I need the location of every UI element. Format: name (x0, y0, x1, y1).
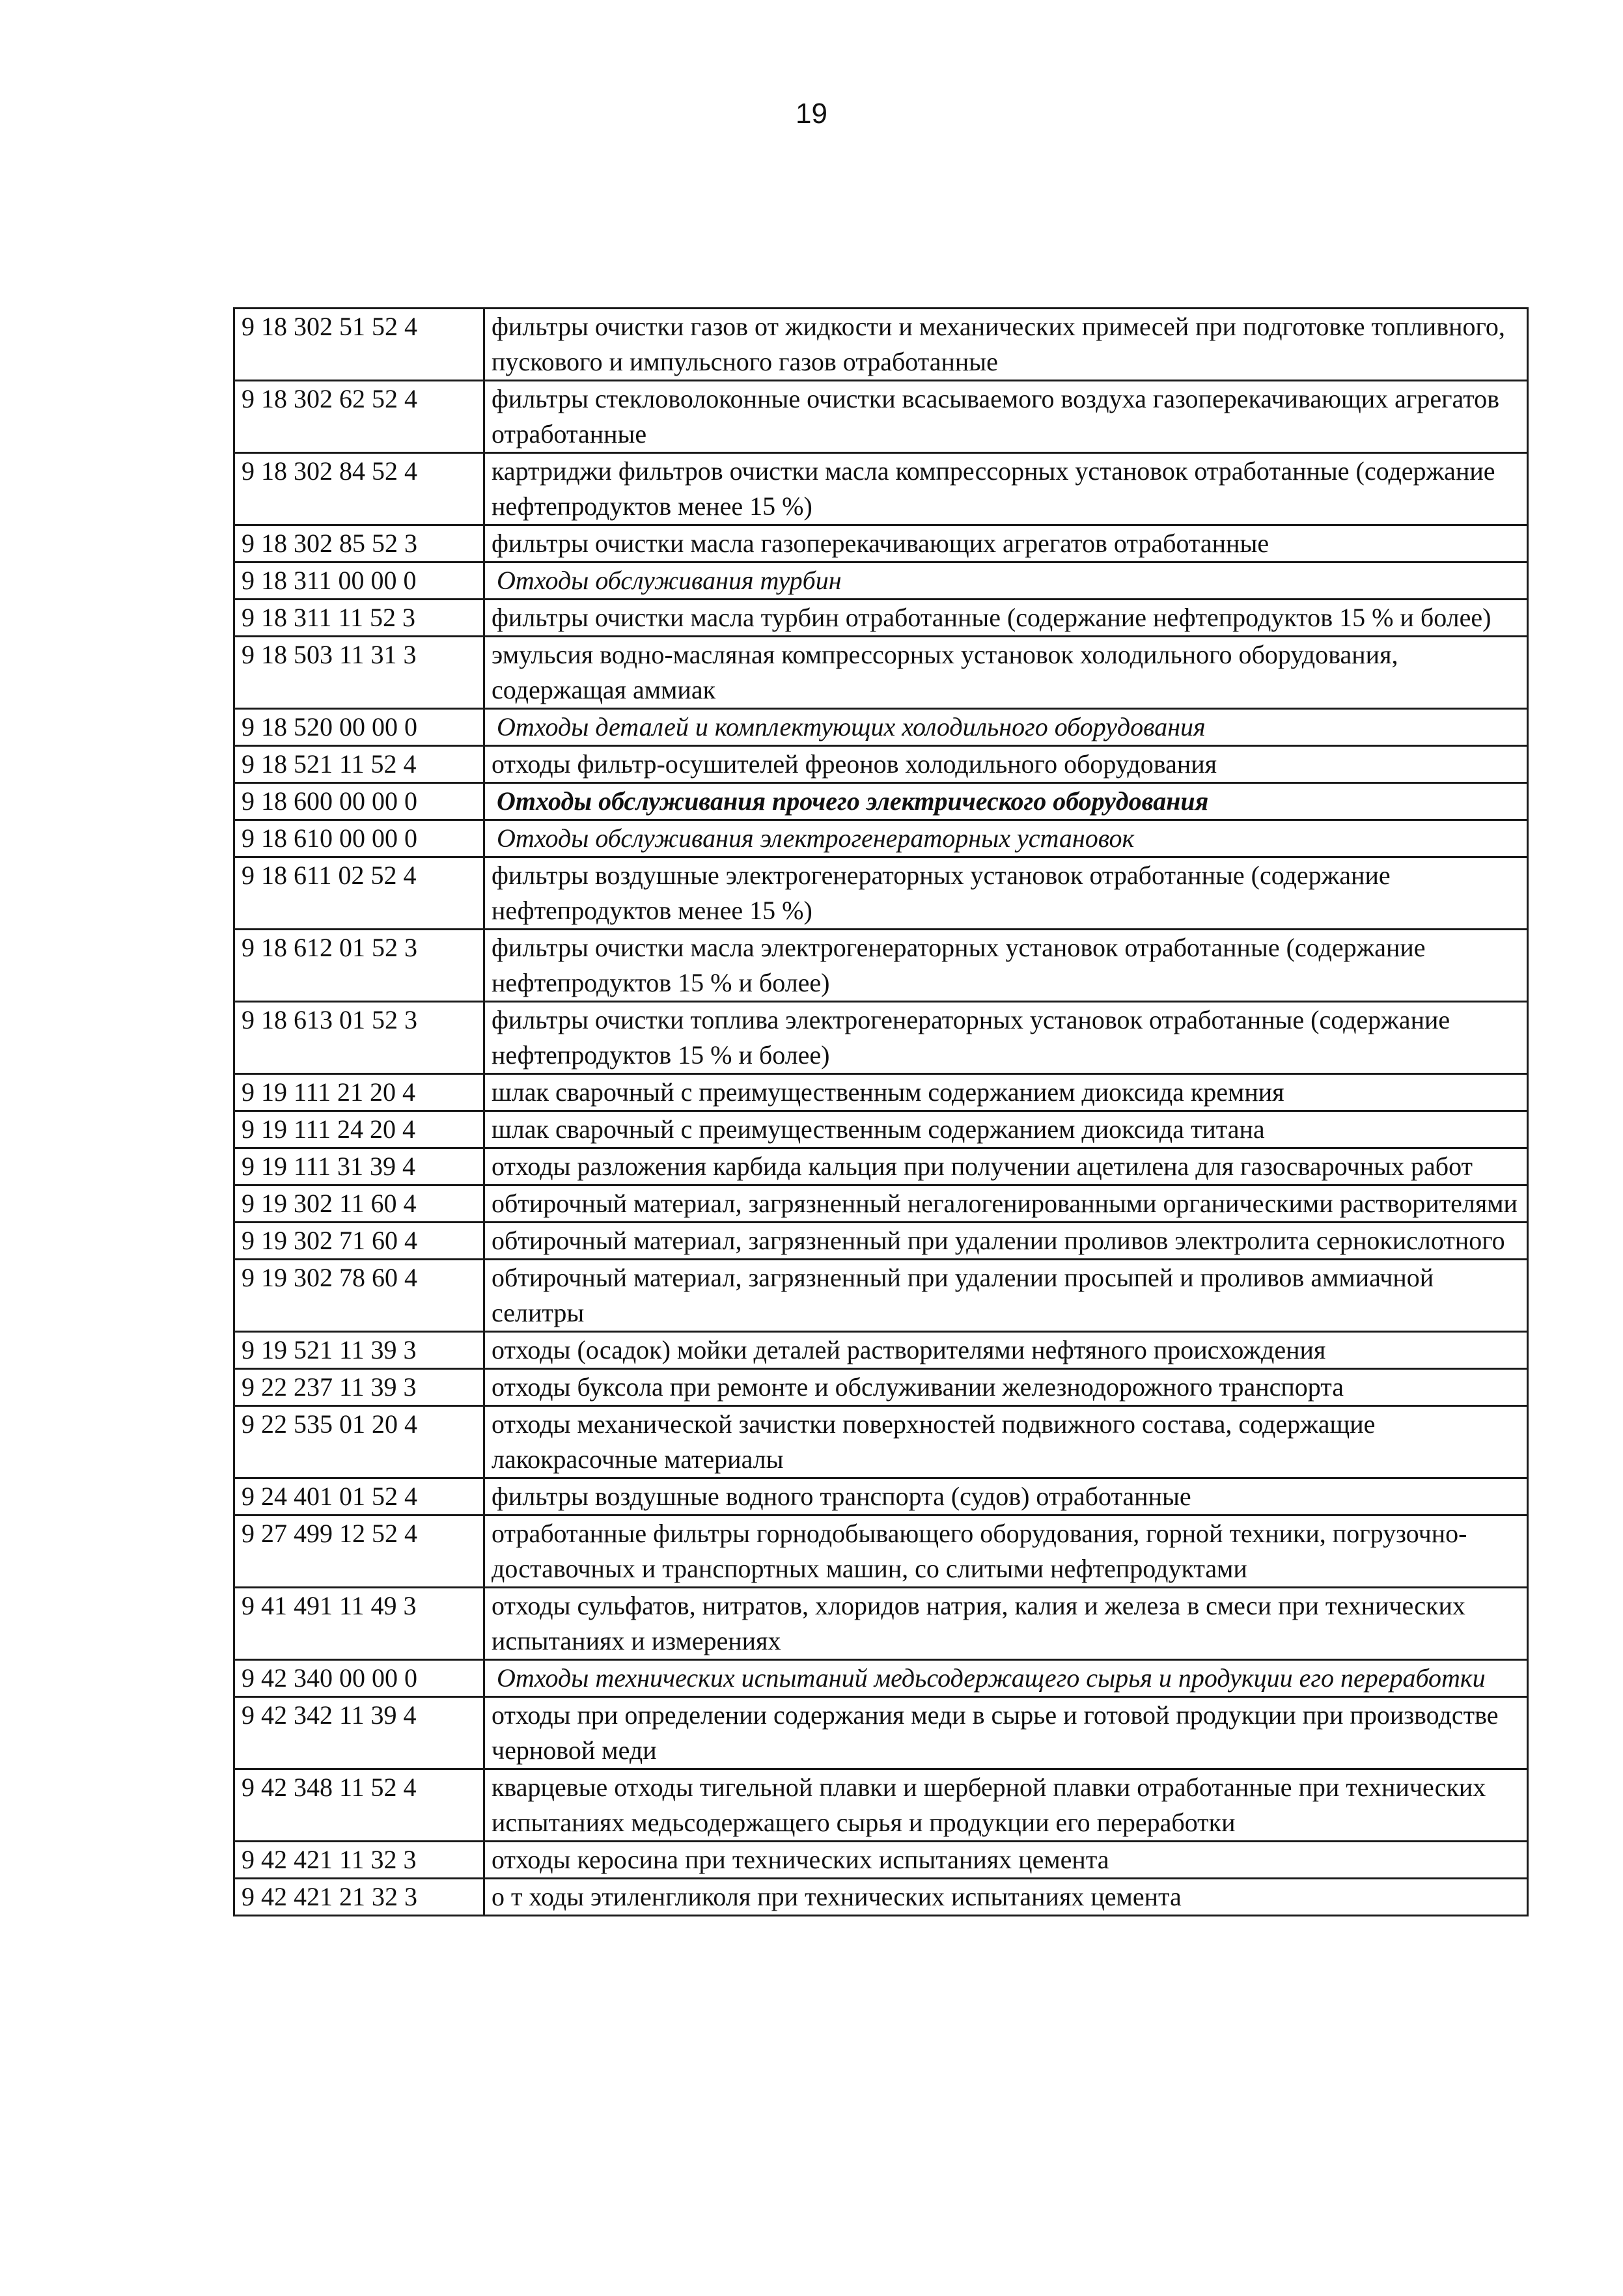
waste-code-cell: 9 22 237 11 39 3 (234, 1369, 484, 1406)
waste-description-cell: отходы разложения карбида кальция при получении ацетилена для газосварочных работ (484, 1148, 1528, 1185)
waste-code-cell: 9 22 535 01 20 4 (234, 1406, 484, 1478)
table-row (234, 1223, 1528, 1260)
table-row (234, 709, 1528, 746)
waste-code-cell: 9 41 491 11 49 3 (234, 1588, 484, 1660)
waste-description-cell: картриджи фильтров очистки масла компрессорных установок отработанные (содержание нефтепродуктов менее 15 %) (484, 453, 1528, 525)
waste-description-cell: обтирочный материал, загрязненный при удалении проливов электролита сернокислотного (484, 1223, 1528, 1260)
waste-description-cell: кварцевые отходы тигельной плавки и шерберной плавки отработанные при технических испытаниях медьсодержащего сырья и продукции его переработки (484, 1769, 1528, 1842)
waste-code-cell: 9 18 311 00 00 0 (234, 562, 484, 600)
table-row (234, 1406, 1528, 1478)
table-row (234, 930, 1528, 1002)
waste-code-cell: 9 19 302 11 60 4 (234, 1185, 484, 1223)
waste-description-cell: фильтры очистки масла газоперекачивающих агрегатов отработанные (484, 525, 1528, 562)
table-row (234, 783, 1528, 820)
table-row (234, 1769, 1528, 1842)
waste-code-cell: 9 19 111 31 39 4 (234, 1148, 484, 1185)
table-row (234, 857, 1528, 930)
table-row (234, 1478, 1528, 1515)
table-row (234, 1185, 1528, 1223)
waste-code-cell: 9 18 302 84 52 4 (234, 453, 484, 525)
table-row (234, 1842, 1528, 1879)
waste-description-cell: отходы сульфатов, нитратов, хлоридов натрия, калия и железа в смеси при технических испытаниях и измерениях (484, 1588, 1528, 1660)
table-row (234, 637, 1528, 709)
waste-code-cell: 9 18 302 62 52 4 (234, 381, 484, 453)
waste-code-cell: 9 19 302 78 60 4 (234, 1260, 484, 1332)
waste-description-cell: отходы (осадок) мойки деталей растворителями нефтяного происхождения (484, 1332, 1528, 1369)
waste-description-cell: отходы фильтр-осушителей фреонов холодильного оборудования (484, 746, 1528, 783)
waste-code-cell: 9 18 302 51 52 4 (234, 309, 484, 381)
waste-description-cell: отходы при определении содержания меди в сырье и готовой продукции при производстве черновой меди (484, 1697, 1528, 1769)
waste-group-heading-cell: Отходы деталей и комплектующих холодильного оборудования (484, 709, 1528, 746)
waste-group-heading-cell: Отходы технических испытаний медьсодержащего сырья и продукции его переработки (484, 1660, 1528, 1697)
table-row (234, 1111, 1528, 1148)
table-row (234, 1332, 1528, 1369)
page-number: 19 (796, 98, 827, 130)
waste-code-cell: 9 24 401 01 52 4 (234, 1478, 484, 1515)
waste-group-heading-cell: Отходы обслуживания прочего электрического оборудования (484, 783, 1528, 820)
table-row (234, 1588, 1528, 1660)
waste-code-cell: 9 18 302 85 52 3 (234, 525, 484, 562)
waste-code-cell: 9 42 421 11 32 3 (234, 1842, 484, 1879)
waste-description-cell: шлак сварочный с преимущественным содержанием диоксида титана (484, 1111, 1528, 1148)
waste-code-cell: 9 19 111 21 20 4 (234, 1074, 484, 1111)
table-row (234, 525, 1528, 562)
table-row (234, 562, 1528, 600)
waste-code-cell: 9 18 611 02 52 4 (234, 857, 484, 930)
waste-description-cell: фильтры воздушные электрогенераторных установок отработанные (содержание нефтепродуктов менее 15 %) (484, 857, 1528, 930)
waste-description-cell: отходы буксола при ремонте и обслуживании железнодорожного транспорта (484, 1369, 1528, 1406)
waste-description-cell: отработанные фильтры горнодобывающего оборудования, горной техники, погрузочно-доставочных и транспортных машин, со слитыми нефтепродуктами (484, 1515, 1528, 1588)
waste-description-cell: обтирочный материал, загрязненный негалогенированными органическими растворителями (484, 1185, 1528, 1223)
waste-code-cell: 9 19 521 11 39 3 (234, 1332, 484, 1369)
waste-description-cell: шлак сварочный с преимущественным содержанием диоксида кремния (484, 1074, 1528, 1111)
waste-description-cell: фильтры очистки топлива электрогенераторных установок отработанные (содержание нефтепродуктов 15 % и более) (484, 1002, 1528, 1074)
waste-code-cell: 9 19 111 24 20 4 (234, 1111, 484, 1148)
table-row (234, 381, 1528, 453)
waste-code-cell: 9 18 503 11 31 3 (234, 637, 484, 709)
waste-code-cell: 9 18 612 01 52 3 (234, 930, 484, 1002)
waste-code-cell: 9 18 521 11 52 4 (234, 746, 484, 783)
waste-code-cell: 9 18 600 00 00 0 (234, 783, 484, 820)
waste-code-cell: 9 42 421 21 32 3 (234, 1879, 484, 1916)
waste-description-cell: отходы механической зачистки поверхностей подвижного состава, содержащие лакокрасочные материалы (484, 1406, 1528, 1478)
waste-code-cell: 9 42 342 11 39 4 (234, 1697, 484, 1769)
table-row (234, 453, 1528, 525)
waste-code-cell: 9 18 613 01 52 3 (234, 1002, 484, 1074)
waste-description-cell: отходы керосина при технических испытаниях цемента (484, 1842, 1528, 1879)
table-row (234, 600, 1528, 637)
table-row (234, 1260, 1528, 1332)
table-row (234, 1660, 1528, 1697)
table-row (234, 1002, 1528, 1074)
waste-code-cell: 9 18 311 11 52 3 (234, 600, 484, 637)
waste-description-cell: фильтры стекловолоконные очистки всасываемого воздуха газоперекачивающих агрегатов отработанные (484, 381, 1528, 453)
waste-code-cell: 9 42 340 00 00 0 (234, 1660, 484, 1697)
waste-code-cell: 9 18 610 00 00 0 (234, 820, 484, 857)
waste-description-cell: фильтры очистки масла электрогенераторных установок отработанные (содержание нефтепродуктов 15 % и более) (484, 930, 1528, 1002)
table-row (234, 1074, 1528, 1111)
waste-classification-table (233, 307, 1529, 1916)
table-body (234, 309, 1528, 1916)
waste-description-cell: фильтры воздушные водного транспорта (судов) отработанные (484, 1478, 1528, 1515)
table-row (234, 1148, 1528, 1185)
table-row (234, 1515, 1528, 1588)
table-row (234, 746, 1528, 783)
waste-description-cell: обтирочный материал, загрязненный при удалении просыпей и проливов аммиачной селитры (484, 1260, 1528, 1332)
table-row (234, 1369, 1528, 1406)
waste-group-heading-cell: Отходы обслуживания электрогенераторных установок (484, 820, 1528, 857)
table-row (234, 1697, 1528, 1769)
table-row (234, 820, 1528, 857)
waste-code-cell: 9 42 348 11 52 4 (234, 1769, 484, 1842)
waste-description-cell: фильтры очистки масла турбин отработанные (содержание нефтепродуктов 15 % и более) (484, 600, 1528, 637)
waste-code-cell: 9 18 520 00 00 0 (234, 709, 484, 746)
waste-description-cell: эмульсия водно-масляная компрессорных установок холодильного оборудования, содержащая аммиак (484, 637, 1528, 709)
table-row (234, 309, 1528, 381)
waste-group-heading-cell: Отходы обслуживания турбин (484, 562, 1528, 600)
waste-description-cell: о т ходы этиленгликоля при технических испытаниях цемента (484, 1879, 1528, 1916)
waste-code-cell: 9 27 499 12 52 4 (234, 1515, 484, 1588)
waste-code-cell: 9 19 302 71 60 4 (234, 1223, 484, 1260)
table-row (234, 1879, 1528, 1916)
waste-description-cell: фильтры очистки газов от жидкости и механических примесей при подготовке топливного, пускового и импульсного газов отработанные (484, 309, 1528, 381)
